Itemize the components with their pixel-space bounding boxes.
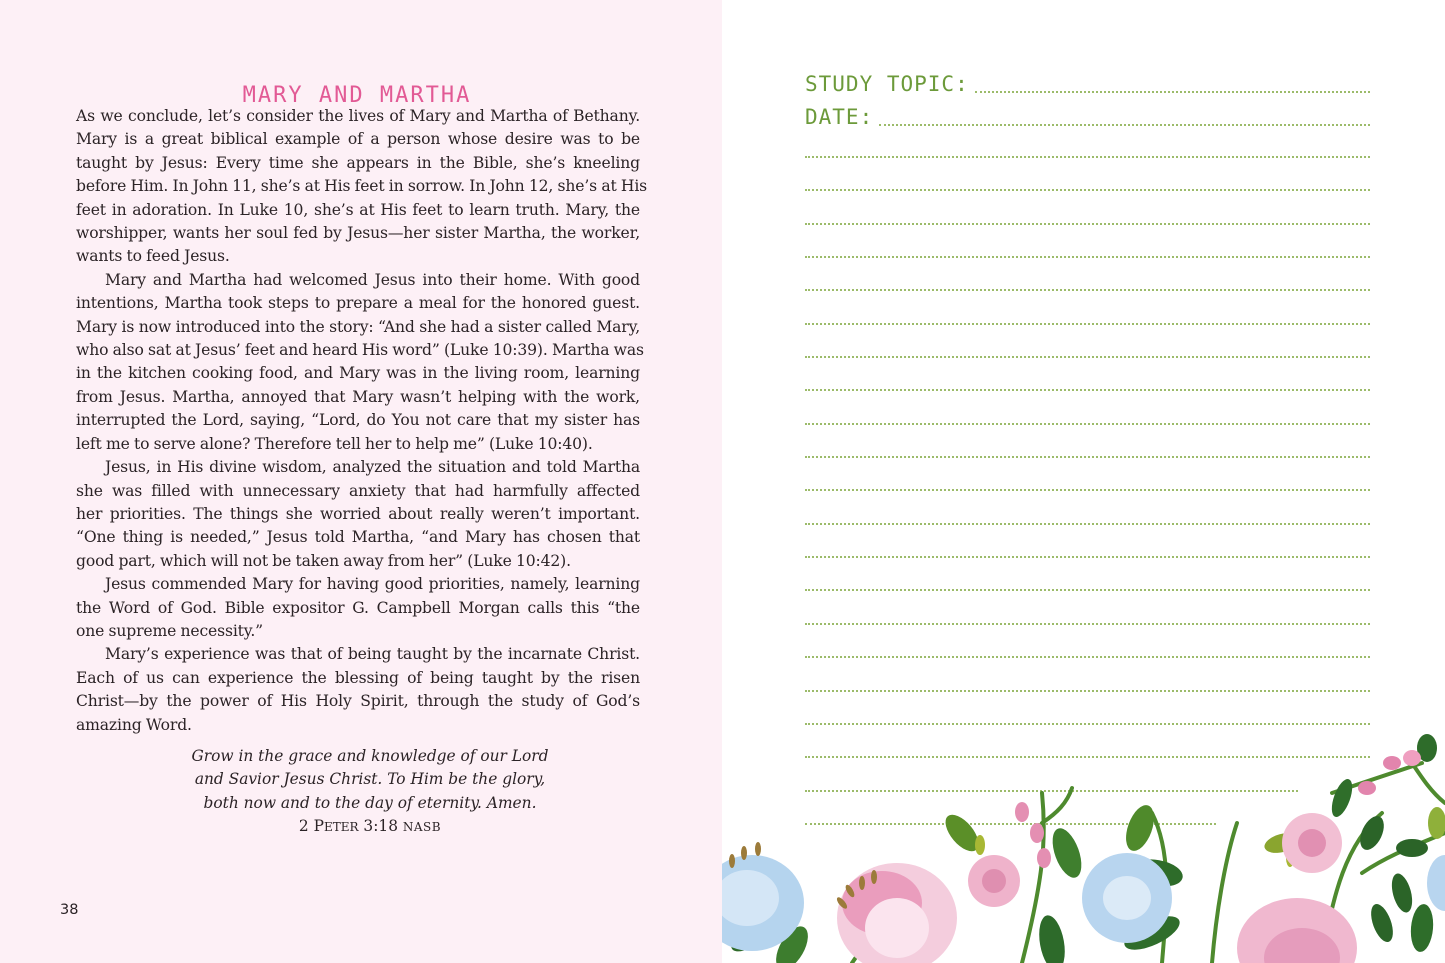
paragraph — [76, 573, 640, 643]
text-line: Each of us can experience the blessing of being taught by the risen — [76, 668, 640, 687]
writing-line[interactable] — [805, 323, 1370, 325]
reference-book: PETER — [313, 817, 359, 836]
date-label: DATE: — [805, 105, 874, 129]
study-topic-line[interactable] — [975, 91, 1370, 93]
text-line: one supreme necessity.” — [76, 621, 264, 640]
date-field[interactable] — [805, 99, 1370, 129]
text-line: from Jesus. Martha, annoyed that Mary wasn’t helping with the work, — [76, 387, 640, 406]
text-line: her priorities. The things she worried about really weren’t important. — [76, 504, 640, 523]
text-line: Mary is a great biblical example of a person whose desire was to be — [76, 130, 640, 149]
scripture-verse — [76, 745, 664, 840]
date-line[interactable] — [879, 124, 1370, 126]
writing-line[interactable] — [805, 656, 1370, 658]
text-line: Jesus commended Mary for having good priorities, namely, learning — [105, 575, 640, 594]
text-line: Mary is now introduced into the story: “And she had a sister called Mary, — [76, 317, 640, 336]
reference-number: 2 — [298, 817, 309, 836]
body-text — [76, 105, 648, 737]
reference-translation: NASB — [402, 820, 442, 835]
writing-line[interactable] — [805, 556, 1370, 558]
writing-line[interactable] — [805, 156, 1370, 158]
text-line: “One thing is needed,” Jesus told Martha, “and Mary has chosen that — [76, 528, 640, 547]
text-line: As we conclude, let’s consider the lives of Mary and Martha of Bethany. — [76, 107, 640, 125]
writing-line[interactable] — [805, 356, 1370, 358]
writing-line[interactable] — [805, 523, 1370, 525]
text-line: feet in adoration. In Luke 10, she’s at His feet to learn truth. Mary, the — [76, 200, 640, 219]
text-line: she was filled with unnecessary anxiety that had harmfully affected — [76, 481, 640, 500]
right-page — [722, 0, 1445, 963]
text-line: Mary’s experience was that of being taught by the incarnate Christ. — [105, 645, 640, 664]
writing-line[interactable] — [805, 589, 1370, 591]
text-line: the Word of God. Bible expositor G. Campbell Morgan calls this “the — [76, 598, 640, 617]
text-line: wants to feed Jesus. — [76, 247, 230, 266]
text-line: worshipper, wants her soul fed by Jesus—her sister Martha, the worker, — [76, 224, 640, 243]
text-line: who also sat at Jesus’ feet and heard His word” (Luke 10:39). Martha was — [76, 341, 644, 360]
writing-line[interactable] — [805, 289, 1370, 291]
chapter-title: MARY AND MARTHA — [242, 82, 472, 108]
paragraph — [76, 456, 640, 573]
verse-line: Grow in the grace and knowledge of our Lord — [191, 747, 549, 765]
reference-chapter-verse: 3:18 — [363, 817, 398, 836]
text-line: taught by Jesus: Every time she appears in the Bible, she’s kneeling — [76, 153, 640, 172]
writing-line[interactable] — [805, 256, 1370, 258]
writing-line[interactable] — [805, 423, 1370, 425]
writing-line[interactable] — [805, 456, 1370, 458]
text-line: Christ—by the power of His Holy Spirit, through the study of God’s — [76, 692, 640, 711]
paragraph — [76, 105, 648, 269]
text-line: Jesus, in His divine wisdom, analyzed the situation and told Martha — [105, 458, 640, 477]
verse-reference — [76, 815, 664, 839]
writing-line[interactable] — [805, 389, 1370, 391]
text-line: good part, which will not be taken away from her” (Luke 10:42). — [76, 551, 571, 570]
left-page — [0, 0, 722, 963]
page-number: 38 — [60, 902, 79, 918]
writing-line[interactable] — [805, 489, 1370, 491]
study-topic-label: STUDY TOPIC: — [805, 72, 969, 96]
writing-line[interactable] — [805, 223, 1370, 225]
writing-line[interactable] — [805, 690, 1370, 692]
text-line: Mary and Martha had welcomed Jesus into their home. With good — [105, 270, 640, 289]
verse-line: both now and to the day of eternity. Amen. — [203, 793, 537, 812]
paragraph — [76, 643, 640, 737]
writing-line[interactable] — [805, 189, 1370, 191]
text-line: left me to serve alone? Therefore tell her to help me” (Luke 10:40). — [76, 434, 593, 453]
text-line: interrupted the Lord, saying, “Lord, do You not care that my sister has — [76, 411, 640, 430]
paragraph — [76, 269, 644, 456]
floral-illustration — [722, 733, 1445, 963]
text-line: before Him. In John 11, she’s at His feet in sorrow. In John 12, she’s at His — [76, 177, 648, 196]
text-line: in the kitchen cooking food, and Mary was in the living room, learning — [76, 364, 640, 383]
verse-line: and Savior Jesus Christ. To Him be the glory, — [194, 770, 546, 789]
writing-line[interactable] — [805, 623, 1370, 625]
text-line: amazing Word. — [76, 715, 192, 734]
study-topic-field[interactable] — [805, 66, 1370, 96]
text-line: intentions, Martha took steps to prepare a meal for the honored guest. — [76, 294, 640, 313]
writing-line[interactable] — [805, 723, 1370, 725]
